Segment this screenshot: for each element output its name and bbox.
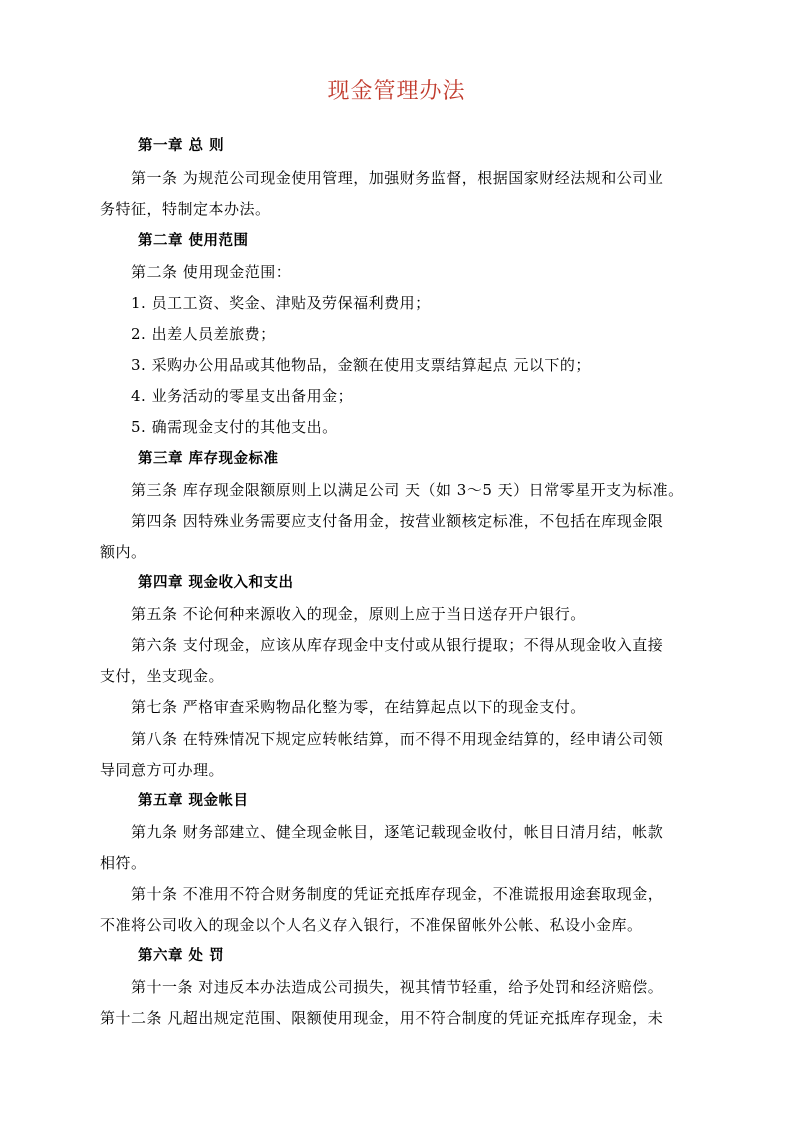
chapter-heading: 第五章 现金帐目 (138, 793, 249, 809)
list-item: 2. 出差人员差旅费； (131, 325, 276, 343)
article-text-continued: 务特征，特制定本办法。 (100, 200, 271, 218)
article-text-continued: 第十二条 凡超出规定范围、限额使用现金，用不符合制度的凭证充抵库存现金，未 (100, 1009, 664, 1027)
article-text: 第十一条 对违反本办法造成公司损失，视其情节轻重，给予处罚和经济赔偿。 (131, 978, 664, 996)
article-text: 第六条 支付现金，应该从库存现金中支付或从银行提取；不得从现金收入直接 (131, 636, 664, 654)
article-text: 第五条 不论何种来源收入的现金，原则上应于当日送存开户银行。 (131, 605, 586, 623)
list-item: 5. 确需现金支付的其他支出。 (131, 418, 338, 436)
list-item: 1. 员工工资、奖金、津贴及劳保福利费用； (131, 294, 431, 312)
chapter-heading: 第四章 现金收入和支出 (138, 575, 294, 591)
chapter-heading: 第三章 库存现金标准 (138, 451, 279, 467)
chapter-heading: 第一章 总 则 (138, 138, 225, 154)
article-text: 第四条 因特殊业务需要应支付备用金，按营业额核定标准，不包括在库现金限 (131, 512, 664, 530)
document-title: 现金管理办法 (327, 79, 466, 104)
article-text: 第二条 使用现金范围： (131, 263, 292, 281)
article-text: 第十条 不准用不符合财务制度的凭证充抵库存现金，不准谎报用途套取现金， (131, 885, 664, 903)
article-text-continued: 额内。 (100, 543, 147, 561)
article-text: 第七条 严格审查采购物品化整为零，在结算起点以下的现金支付。 (131, 698, 586, 716)
article-text-continued: 导同意方可办理。 (100, 761, 225, 779)
article-text: 第八条 在特殊情况下规定应转帐结算，而不得不用现金结算的，经申请公司领 (131, 730, 664, 748)
article-text: 第一条 为规范公司现金使用管理，加强财务监督，根据国家财经法规和公司业 (131, 169, 664, 187)
list-item: 3. 采购办公用品或其他物品，金额在使用支票结算起点 元以下的； (131, 356, 591, 374)
article-text-continued: 不准将公司收入的现金以个人名义存入银行，不准保留帐外公帐、私设小金库。 (100, 916, 643, 934)
chapter-heading: 第二章 使用范围 (138, 233, 249, 249)
chapter-heading: 第六章 处 罚 (138, 948, 225, 964)
article-text-continued: 支付，坐支现金。 (100, 667, 225, 685)
list-item: 4. 业务活动的零星支出备用金； (131, 387, 354, 405)
article-text-continued: 相符。 (100, 854, 147, 872)
article-text: 第三条 库存现金限额原则上以满足公司 天（如 3～5 天）日常零星开支为标准。 (131, 481, 684, 499)
article-text: 第九条 财务部建立、健全现金帐目，逐笔记载现金收付，帐目日清月结，帐款 (131, 823, 664, 841)
